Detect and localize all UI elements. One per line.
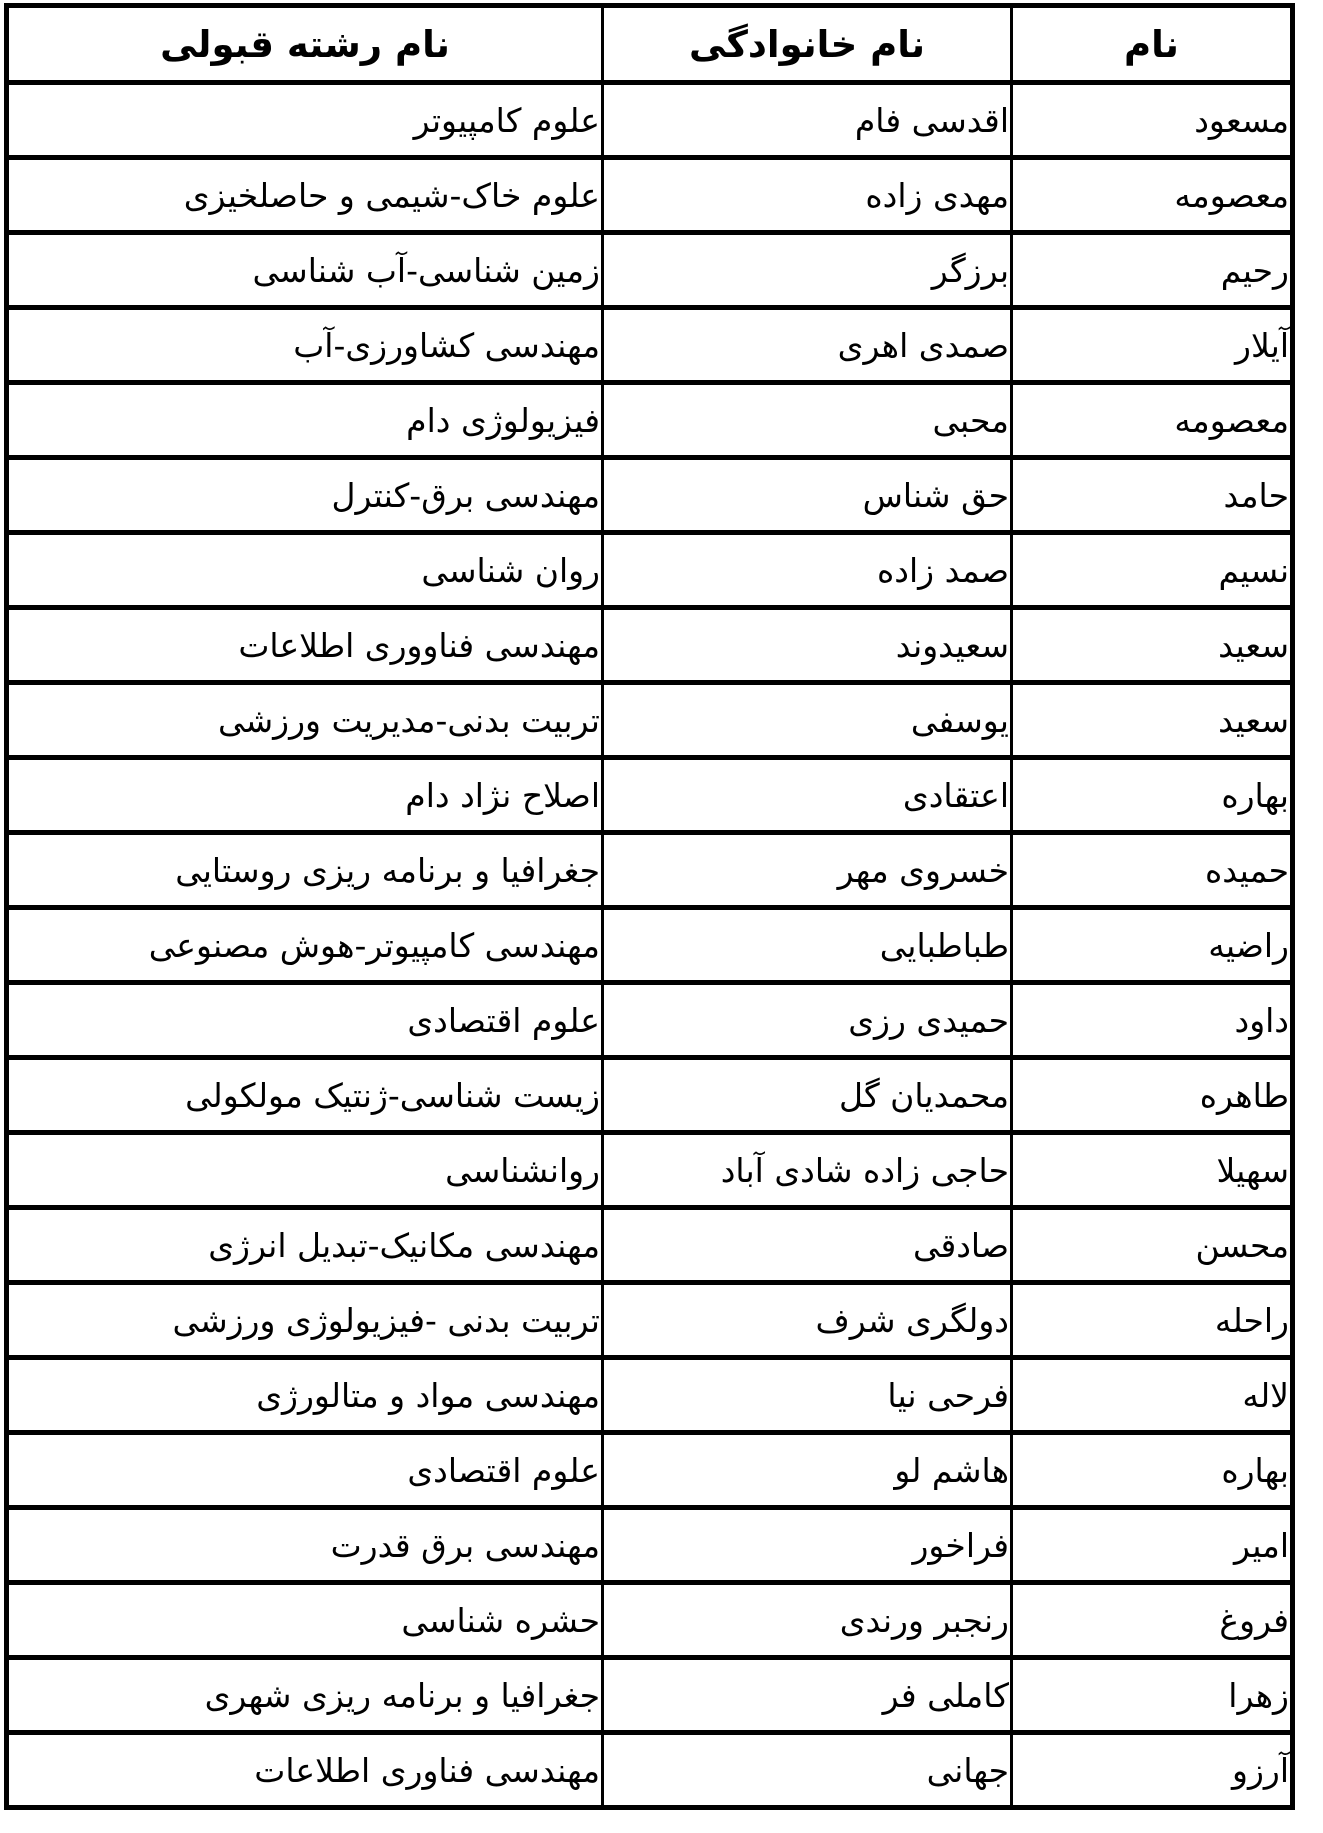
column-header-accepted-field: نام رشته قبولی	[7, 6, 603, 83]
cell-field: علوم خاک-شیمی و حاصلخیزی	[7, 158, 603, 233]
cell-name: آرزو	[1012, 1733, 1293, 1808]
table-row	[7, 758, 1293, 833]
table-row	[7, 1433, 1293, 1508]
cell-name: داود	[1012, 983, 1293, 1058]
cell-name: لاله	[1012, 1358, 1293, 1433]
table-row	[7, 308, 1293, 383]
cell-field: فیزیولوژی دام	[7, 383, 603, 458]
cell-name: حامد	[1012, 458, 1293, 533]
cell-field: جغرافیا و برنامه ریزی شهری	[7, 1658, 603, 1733]
cell-family: محمدیان گل	[603, 1058, 1012, 1133]
table-row	[7, 1658, 1293, 1733]
cell-family: کاملی فر	[603, 1658, 1012, 1733]
cell-name: معصومه	[1012, 158, 1293, 233]
table-row	[7, 1733, 1293, 1808]
table-row	[7, 1283, 1293, 1358]
table-row	[7, 383, 1293, 458]
cell-family: یوسفی	[603, 683, 1012, 758]
cell-field: حشره شناسی	[7, 1583, 603, 1658]
table-row	[7, 1133, 1293, 1208]
cell-name: نسیم	[1012, 533, 1293, 608]
cell-field: علوم اقتصادی	[7, 1433, 603, 1508]
admission-results-table	[4, 3, 1295, 1810]
header-row	[7, 6, 1293, 83]
cell-name: آیلار	[1012, 308, 1293, 383]
cell-family: حمیدی رزی	[603, 983, 1012, 1058]
cell-family: خسروی مهر	[603, 833, 1012, 908]
table-row	[7, 83, 1293, 158]
table-header	[7, 6, 1293, 83]
cell-name: فروغ	[1012, 1583, 1293, 1658]
cell-field: زمین شناسی-آب شناسی	[7, 233, 603, 308]
cell-family: اقدسی فام	[603, 83, 1012, 158]
column-header-family-name: نام خانوادگی	[603, 6, 1012, 83]
cell-family: صمد زاده	[603, 533, 1012, 608]
table-row	[7, 1208, 1293, 1283]
table-row	[7, 683, 1293, 758]
cell-family: اعتقادی	[603, 758, 1012, 833]
cell-family: سعیدوند	[603, 608, 1012, 683]
cell-name: حمیده	[1012, 833, 1293, 908]
cell-family: محبی	[603, 383, 1012, 458]
cell-name: رحیم	[1012, 233, 1293, 308]
table-row	[7, 608, 1293, 683]
cell-field: مهندسی کشاورزی-آب	[7, 308, 603, 383]
cell-name: سعید	[1012, 608, 1293, 683]
cell-family: مهدی زاده	[603, 158, 1012, 233]
cell-name: سهیلا	[1012, 1133, 1293, 1208]
cell-family: هاشم لو	[603, 1433, 1012, 1508]
table-row	[7, 533, 1293, 608]
cell-name: محسن	[1012, 1208, 1293, 1283]
cell-family: رنجبر ورندی	[603, 1583, 1012, 1658]
cell-family: طباطبایی	[603, 908, 1012, 983]
cell-field: مهندسی فناوری اطلاعات	[7, 1733, 603, 1808]
cell-family: جهانی	[603, 1733, 1012, 1808]
cell-name: راضیه	[1012, 908, 1293, 983]
table-row	[7, 233, 1293, 308]
cell-family: حق شناس	[603, 458, 1012, 533]
cell-family: صمدی اهری	[603, 308, 1012, 383]
cell-family: صادقی	[603, 1208, 1012, 1283]
cell-family: دولگری شرف	[603, 1283, 1012, 1358]
cell-field: مهندسی برق قدرت	[7, 1508, 603, 1583]
cell-name: امیر	[1012, 1508, 1293, 1583]
cell-name: طاهره	[1012, 1058, 1293, 1133]
table-row	[7, 1508, 1293, 1583]
cell-field: مهندسی کامپیوتر-هوش مصنوعی	[7, 908, 603, 983]
cell-field: علوم کامپیوتر	[7, 83, 603, 158]
cell-name: راحله	[1012, 1283, 1293, 1358]
cell-name: بهاره	[1012, 758, 1293, 833]
cell-name: سعید	[1012, 683, 1293, 758]
cell-family: حاجی زاده شادی آباد	[603, 1133, 1012, 1208]
table-row	[7, 908, 1293, 983]
cell-field: روانشناسی	[7, 1133, 603, 1208]
cell-field: اصلاح نژاد دام	[7, 758, 603, 833]
cell-family: برزگر	[603, 233, 1012, 308]
cell-field: تربیت بدنی -فیزیولوژی ورزشی	[7, 1283, 603, 1358]
table-row	[7, 833, 1293, 908]
table-row	[7, 158, 1293, 233]
table-row	[7, 1358, 1293, 1433]
table-row	[7, 983, 1293, 1058]
cell-name: بهاره	[1012, 1433, 1293, 1508]
cell-field: جغرافیا و برنامه ریزی روستایی	[7, 833, 603, 908]
cell-field: مهندسی مکانیک-تبدیل انرژی	[7, 1208, 603, 1283]
cell-field: زیست شناسی-ژنتیک مولکولی	[7, 1058, 603, 1133]
cell-name: زهرا	[1012, 1658, 1293, 1733]
cell-name: معصومه	[1012, 383, 1293, 458]
cell-family: فرحی نیا	[603, 1358, 1012, 1433]
table-row	[7, 1058, 1293, 1133]
column-header-first-name: نام	[1012, 6, 1293, 83]
table-row	[7, 458, 1293, 533]
cell-field: مهندسی برق-کنترل	[7, 458, 603, 533]
table-body	[7, 83, 1293, 1808]
cell-field: تربیت بدنی-مدیریت ورزشی	[7, 683, 603, 758]
table-row	[7, 1583, 1293, 1658]
cell-field: علوم اقتصادی	[7, 983, 603, 1058]
cell-name: مسعود	[1012, 83, 1293, 158]
cell-family: فراخور	[603, 1508, 1012, 1583]
cell-field: مهندسی فناووری اطلاعات	[7, 608, 603, 683]
cell-field: روان شناسی	[7, 533, 603, 608]
cell-field: مهندسی مواد و متالورژی	[7, 1358, 603, 1433]
